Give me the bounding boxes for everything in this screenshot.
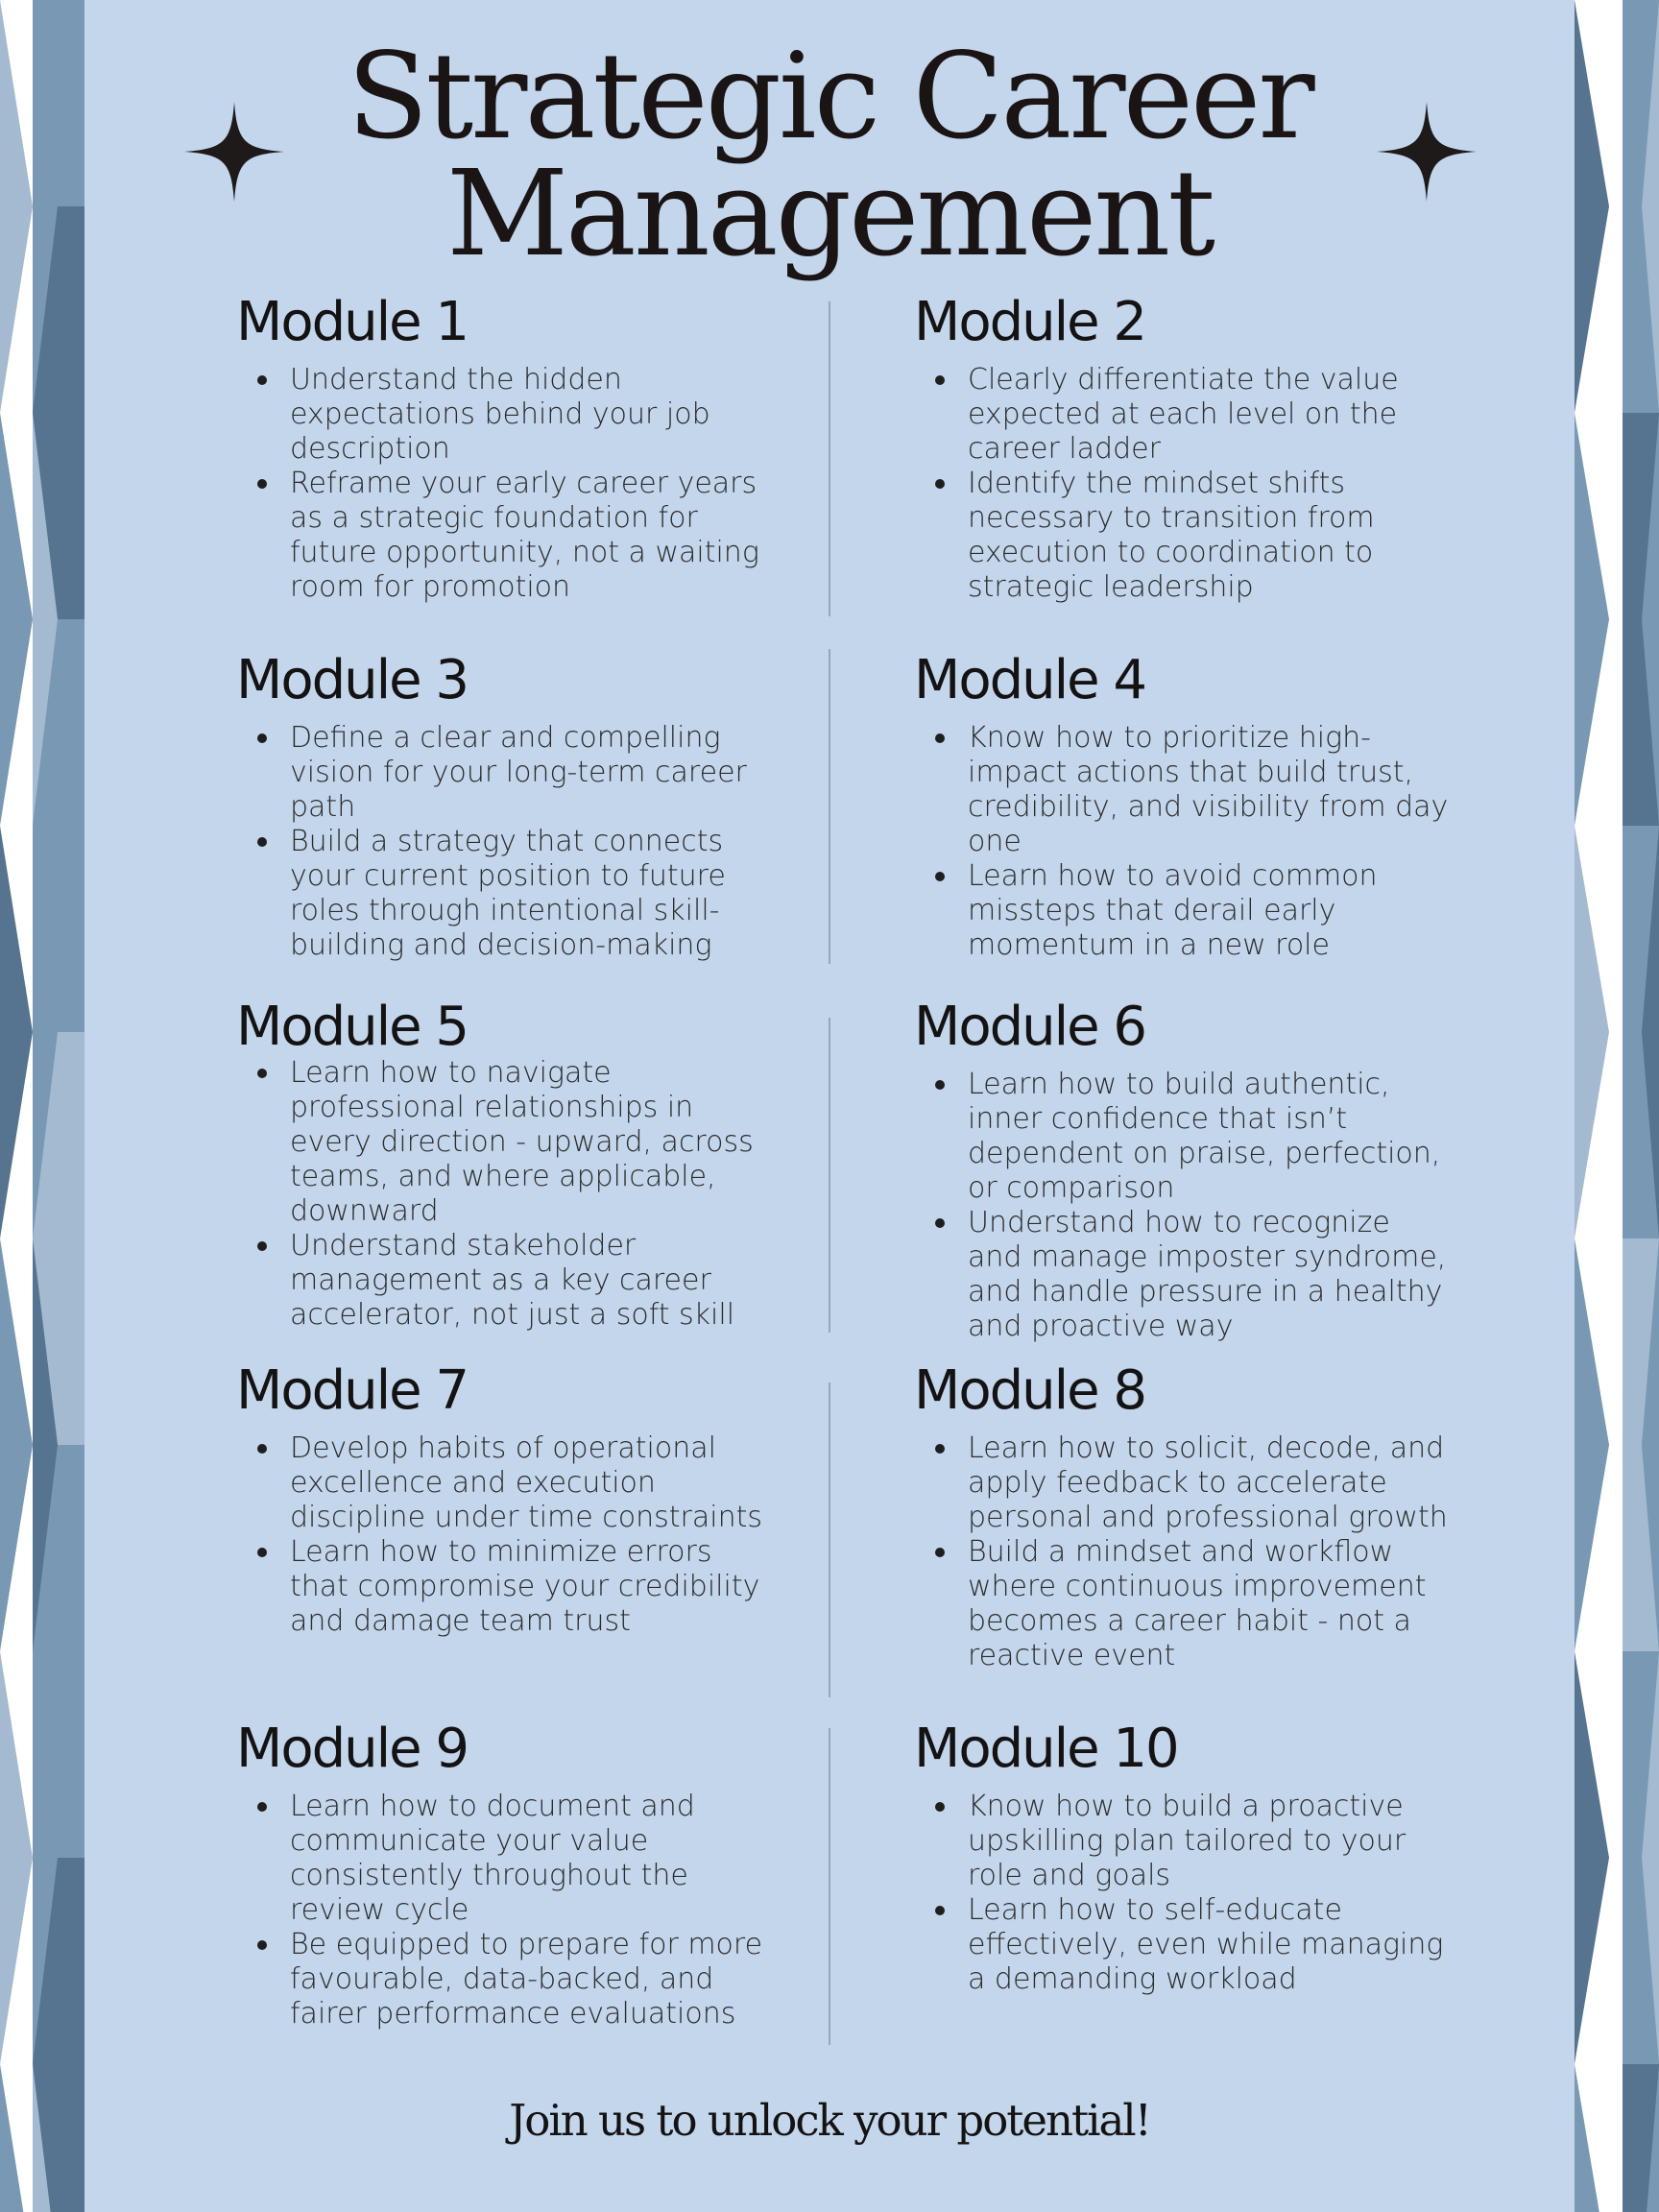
- module-title: Module 3: [236, 649, 469, 711]
- list-item: [236, 1928, 774, 2032]
- module-title: Module 8: [914, 1359, 1146, 1422]
- list-item: [914, 1431, 1452, 1535]
- column-divider: [829, 649, 830, 964]
- call-to-action-footer: Join us to unlock your potential!: [509, 2095, 1150, 2146]
- right-diamond-border: [1575, 0, 1659, 2212]
- module-bullet-list: [914, 721, 1452, 963]
- module-title: Module 10: [914, 1718, 1178, 1780]
- bullet-text: Learn how to document and communicate your value consistently throughout the review cycle: [290, 1790, 695, 1927]
- bullet-text: Learn how to self-educate effectively, even while managing a demanding workload: [968, 1893, 1444, 1996]
- page-title-line-2: Management: [445, 145, 1214, 283]
- sparkle-star-icon: [1377, 99, 1477, 204]
- bullet-text: Learn how to minimize errors that compromise your credibility and damage team trust: [290, 1535, 760, 1638]
- bullet-text: Learn how to solicit, decode, and apply feedback to accelerate personal and professional growth: [968, 1431, 1448, 1534]
- list-item: [914, 1893, 1452, 1997]
- bullet-dot-icon: [935, 1080, 945, 1090]
- bullet-dot-icon: [935, 479, 945, 489]
- module-card-3: [236, 649, 774, 963]
- list-item: [914, 1790, 1452, 1893]
- list-item: [236, 1431, 774, 1535]
- module-bullet-list: [236, 721, 774, 963]
- column-divider: [829, 1018, 830, 1333]
- module-title: Module 9: [236, 1718, 469, 1780]
- list-item: [914, 721, 1452, 859]
- module-card-1: [236, 291, 774, 605]
- column-divider: [829, 1728, 830, 2045]
- bullet-dot-icon: [935, 1444, 945, 1454]
- module-card-9: [236, 1720, 774, 2032]
- module-bullet-list: [236, 1431, 774, 1639]
- bullet-text: Learn how to navigate professional relationships in every direction - upward, across teams, and where applicable, downward: [290, 1056, 754, 1228]
- bullet-dot-icon: [257, 1802, 267, 1812]
- list-item: [914, 363, 1452, 467]
- bullet-text: Identify the mindset shifts necessary to transition from execution to coordination to strategic leadership: [968, 467, 1375, 604]
- bullet-dot-icon: [257, 1444, 267, 1454]
- bullet-dot-icon: [935, 872, 945, 881]
- module-title: Module 4: [914, 649, 1146, 711]
- list-item: [236, 1229, 774, 1333]
- module-bullet-list: [236, 1790, 774, 2032]
- module-bullet-list: [914, 1431, 1452, 1673]
- module-card-10: [914, 1720, 1452, 1997]
- module-title: Module 1: [236, 291, 469, 353]
- bullet-dot-icon: [257, 479, 267, 489]
- bullet-text: Clearly differentiate the value expected at each level on the career ladder: [968, 363, 1399, 466]
- module-title: Module 6: [914, 996, 1146, 1058]
- page-title-line-1: Strategic Career: [347, 28, 1312, 166]
- bullet-text: Build a mindset and workflow where continuous improvement becomes a career habit - not a reactive event: [968, 1535, 1427, 1672]
- bullet-dot-icon: [935, 1218, 945, 1228]
- module-bullet-list: [236, 363, 774, 605]
- right-diamond-pattern-icon: [1575, 0, 1659, 2212]
- bullet-text: Understand stakeholder management as a key career accelerator, not just a soft skill: [290, 1229, 735, 1332]
- list-item: [236, 1535, 774, 1639]
- content-panel: [84, 0, 1575, 2212]
- bullet-dot-icon: [257, 375, 267, 385]
- module-card-7: [236, 1359, 774, 1639]
- left-diamond-border: [0, 0, 84, 2212]
- list-item: [914, 1535, 1452, 1673]
- list-item: [236, 1790, 774, 1928]
- module-card-4: [914, 649, 1452, 963]
- bullet-text: Understand how to recognize and manage imposter syndrome, and handle pressure in a healthy and proactive way: [968, 1206, 1447, 1343]
- module-bullet-list: [914, 363, 1452, 605]
- bullet-text: Understand the hidden expectations behind your job description: [290, 363, 710, 466]
- bullet-dot-icon: [257, 1069, 267, 1078]
- module-title: Module 5: [236, 996, 469, 1058]
- list-item: [236, 825, 774, 963]
- list-item: [236, 721, 774, 825]
- sparkle-star-icon: [184, 99, 284, 204]
- list-item: [914, 467, 1452, 605]
- left-diamond-pattern-icon: [0, 0, 84, 2212]
- module-title: Module 7: [236, 1359, 469, 1422]
- bullet-dot-icon: [935, 1906, 945, 1915]
- module-card-5: [236, 998, 774, 1333]
- list-item: [236, 363, 774, 467]
- bullet-dot-icon: [257, 733, 267, 743]
- bullet-dot-icon: [257, 1241, 267, 1251]
- bullet-dot-icon: [935, 733, 945, 743]
- bullet-text: Build a strategy that connects your current position to future roles through intentional skill-building and decision-making: [290, 825, 726, 962]
- list-item: [914, 1068, 1452, 1206]
- bullet-dot-icon: [257, 1548, 267, 1557]
- bullet-dot-icon: [935, 1548, 945, 1557]
- module-title: Module 2: [914, 291, 1146, 353]
- column-divider: [829, 301, 830, 616]
- module-bullet-list: [236, 1056, 774, 1333]
- list-item: [914, 1206, 1452, 1344]
- column-divider: [829, 1382, 830, 1697]
- bullet-text: Learn how to build authentic, inner confidence that isn’t dependent on praise, perfection, or comparison: [968, 1068, 1441, 1205]
- module-card-6: [914, 998, 1452, 1344]
- bullet-dot-icon: [935, 375, 945, 385]
- bullet-text: Be equipped to prepare for more favourable, data-backed, and fairer performance evaluations: [290, 1928, 763, 2031]
- module-card-2: [914, 291, 1452, 605]
- bullet-dot-icon: [257, 837, 267, 847]
- list-item: [236, 467, 774, 605]
- bullet-dot-icon: [935, 1802, 945, 1812]
- bullet-dot-icon: [257, 1940, 267, 1950]
- list-item: [914, 859, 1452, 963]
- bullet-text: Develop habits of operational excellence and execution discipline under time constraints: [290, 1431, 762, 1534]
- module-card-8: [914, 1359, 1452, 1673]
- bullet-text: Learn how to avoid common missteps that derail early momentum in a new role: [968, 859, 1378, 962]
- module-bullet-list: [914, 1068, 1452, 1344]
- bullet-text: Know how to prioritize high-impact actions that build trust, credibility, and visibility from day one: [968, 721, 1449, 858]
- module-bullet-list: [914, 1790, 1452, 1997]
- list-item: [236, 1056, 774, 1229]
- bullet-text: Define a clear and compelling vision for your long-term career path: [290, 721, 747, 824]
- bullet-text: Know how to build a proactive upskilling plan tailored to your role and goals: [968, 1790, 1407, 1892]
- bullet-text: Reframe your early career years as a strategic foundation for future opportunity, not a waiting room for promotion: [290, 467, 759, 604]
